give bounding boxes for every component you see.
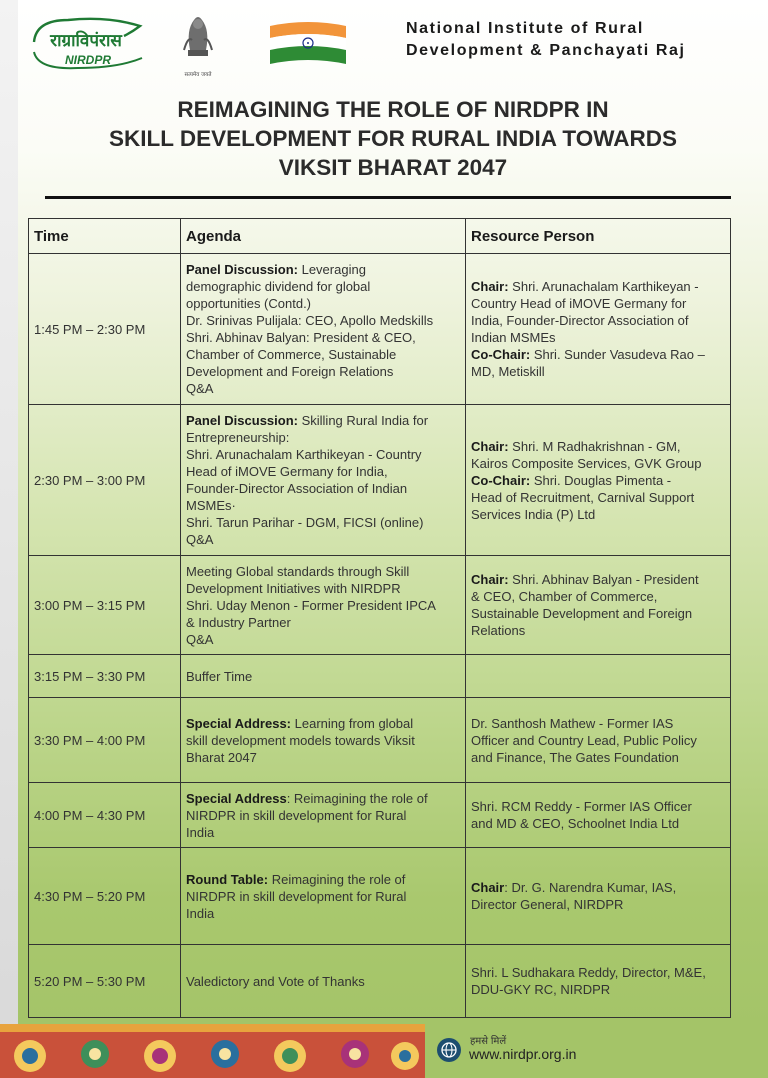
- resource-cell: Chair: Shri. Abhinav Balyan - President & CEO, Chamber of Commerce, Sustainable Development and Foreign Relations: [466, 556, 731, 655]
- time-cell: 3:15 PM – 3:30 PM: [29, 655, 181, 698]
- agenda-cell: Valedictory and Vote of Thanks: [181, 945, 466, 1018]
- resource-cell: Shri. L Sudhakara Reddy, Director, M&E, DDU-GKY RC, NIRDPR: [466, 945, 731, 1018]
- title-line-2: SKILL DEVELOPMENT FOR RURAL INDIA TOWARDS: [109, 126, 677, 151]
- time-cell: 3:00 PM – 3:15 PM: [29, 556, 181, 655]
- table-row: [29, 945, 731, 1018]
- resource-cell: Shri. RCM Reddy - Former IAS Officer and MD & CEO, Schoolnet India Ltd: [466, 783, 731, 848]
- agenda-cell: Panel Discussion: Skilling Rural India for Entrepreneurship: Shri. Arunachalam Karthikeyan - Country Head of iMOVE Germany for India, Founder-Director Association of Indian MSMEs· Shri. Tarun Parihar - DGM, FICSI (online) Q&A: [181, 405, 466, 556]
- time-cell: 4:30 PM – 5:20 PM: [29, 848, 181, 945]
- agenda-cell: Round Table: Reimagining the role of NIRDPR in skill development for Rural India: [181, 848, 466, 945]
- resource-cell: [466, 655, 731, 698]
- table-row: [29, 556, 731, 655]
- nirdpr-logo: [28, 12, 146, 72]
- header-time: Time: [29, 219, 181, 254]
- institute-line-2: Development & Panchayati Raj: [406, 42, 686, 59]
- national-emblem-icon: [176, 10, 220, 80]
- time-cell: 2:30 PM – 3:00 PM: [29, 405, 181, 556]
- globe-icon: [436, 1037, 462, 1063]
- logo-text: NIRDPR: [64, 53, 112, 67]
- title-line-1: REIMAGINING THE ROLE OF NIRDPR IN: [177, 97, 609, 122]
- header: [18, 0, 768, 90]
- india-flag-icon: [268, 18, 348, 70]
- emblem-motto: सत्यमेव जयते: [184, 72, 212, 78]
- page-title: [18, 95, 768, 182]
- institute-name: [406, 18, 686, 62]
- folk-art-border: [0, 1024, 425, 1078]
- header-resource-person: Resource Person: [466, 219, 731, 254]
- contact-hindi-label: हमसे मिलें: [470, 1036, 507, 1047]
- table-row: [29, 848, 731, 945]
- resource-cell: Chair: Shri. Arunachalam Karthikeyan - Country Head of iMOVE Germany for India, Founder-Director Association of Indian MSMEs Co-Chair: Shri. Sunder Vasudeva Rao – MD, Metiskill: [466, 254, 731, 405]
- agenda-cell: Special Address: Learning from global skill development models towards Viksit Bharat 2047: [181, 698, 466, 783]
- website-block: [434, 1029, 768, 1073]
- institute-line-1: National Institute of Rural: [406, 20, 644, 37]
- logo-hindi-text: राग्राविपंरास: [50, 31, 122, 51]
- time-cell: 5:20 PM – 5:30 PM: [29, 945, 181, 1018]
- title-line-3: VIKSIT BHARAT 2047: [278, 155, 508, 180]
- table-row: [29, 254, 731, 405]
- time-cell: 3:30 PM – 4:00 PM: [29, 698, 181, 783]
- resource-cell: Chair: Shri. M Radhakrishnan - GM, Kairos Composite Services, GVK Group Co-Chair: Shri. Douglas Pimenta - Head of Recruitment, Carnival Support Services India (P) Ltd: [466, 405, 731, 556]
- table-row: [29, 655, 731, 698]
- table-row: [29, 783, 731, 848]
- time-cell: 4:00 PM – 4:30 PM: [29, 783, 181, 848]
- agenda-cell: Panel Discussion: Leveraging demographic dividend for global opportunities (Contd.) Dr. Srinivas Pulijala: CEO, Apollo Medskills Shri. Abhinav Balyan: President & CEO, Chamber of Commerce, Sustainable Development and Foreign Relations Q&A: [181, 254, 466, 405]
- table-row: [29, 698, 731, 783]
- agenda-table: [28, 218, 731, 1018]
- resource-cell: Dr. Santhosh Mathew - Former IAS Officer and Country Lead, Public Policy and Finance, The Gates Foundation: [466, 698, 731, 783]
- website-link[interactable]: www.nirdpr.org.in: [469, 1046, 577, 1062]
- table-row: [29, 405, 731, 556]
- agenda-cell: Special Address: Reimagining the role of NIRDPR in skill development for Rural India: [181, 783, 466, 848]
- footer: [0, 1024, 768, 1078]
- header-agenda: Agenda: [181, 219, 466, 254]
- agenda-cell: Buffer Time: [181, 655, 466, 698]
- resource-cell: Chair: Dr. G. Narendra Kumar, IAS, Director General, NIRDPR: [466, 848, 731, 945]
- table-header-row: [29, 219, 731, 254]
- title-divider: [45, 196, 731, 199]
- time-cell: 1:45 PM – 2:30 PM: [29, 254, 181, 405]
- agenda-cell: Meeting Global standards through Skill Development Initiatives with NIRDPR Shri. Uday Menon - Former President IPCA & Industry Partner Q&A: [181, 556, 466, 655]
